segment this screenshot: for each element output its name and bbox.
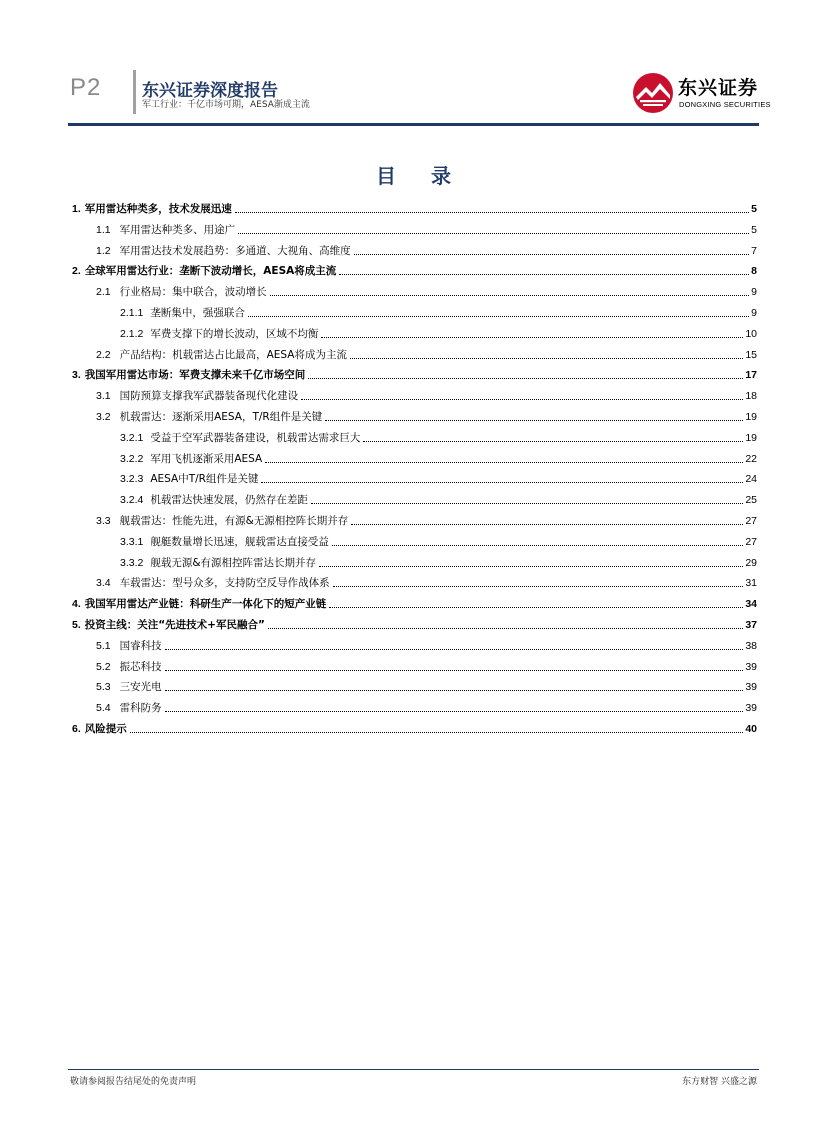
toc-entry-text: 全球军用雷达行业：垄断下波动增长，AESA将成主流 <box>84 265 337 278</box>
toc-entry-text: 车载雷达：型号众多，支持防空反导作战体系 <box>119 577 330 590</box>
toc-entry-text: 军费支撑下的增长波动，区域不均衡 <box>150 327 319 340</box>
toc-entry-number: 2. <box>72 265 81 278</box>
toc-entry-label <box>96 660 162 674</box>
toc-leader-dots <box>235 212 749 213</box>
toc-entry-text: 风险提示 <box>84 723 127 735</box>
toc-entry-label <box>96 701 162 715</box>
toc-entry[interactable] <box>72 550 757 570</box>
toc-entry[interactable] <box>72 716 757 736</box>
toc-entry-text: AESA中T/R组件是关键 <box>150 473 259 486</box>
toc-entry-label <box>120 431 360 445</box>
toc-entry-text: 机载雷达快速发展，仍然存在差距 <box>150 494 308 507</box>
toc-entry-page: 38 <box>745 639 757 652</box>
toc-entry[interactable] <box>72 612 757 632</box>
toc-entry-page: 27 <box>745 535 757 548</box>
toc-entry[interactable] <box>72 446 757 466</box>
header-rule <box>68 123 759 126</box>
toc-entry-page: 29 <box>745 556 757 569</box>
toc-entry-label <box>120 327 318 341</box>
toc-entry-page: 19 <box>745 411 757 423</box>
toc-entry-page: 10 <box>745 327 757 340</box>
toc-entry-page: 40 <box>745 723 757 735</box>
toc-entry[interactable] <box>72 217 757 237</box>
toc-entry-number: 3.2.3 <box>120 473 144 486</box>
toc-entry-page: 9 <box>751 307 757 319</box>
toc-leader-dots <box>130 732 744 733</box>
toc-entry-label <box>72 368 305 382</box>
toc-title: 目 录 <box>376 164 465 188</box>
toc-entry-number: 2.1 <box>96 286 111 299</box>
toc-entry-text: 产品结构：机载雷达占比最高，AESA将成为主流 <box>119 348 347 361</box>
toc-entry-page: 25 <box>745 494 757 507</box>
toc-entry-label <box>120 452 262 466</box>
toc-entry-text: 国睿科技 <box>119 639 162 652</box>
footer-rule <box>68 1069 759 1070</box>
toc-entry-page: 15 <box>745 348 757 361</box>
toc-entry-text: 行业格局：集中联合，波动增长 <box>119 286 267 299</box>
toc-entry-number: 3.4 <box>96 577 111 590</box>
toc-entry-text: 三安光电 <box>119 681 162 694</box>
toc-entry[interactable] <box>72 342 757 362</box>
toc-entry-label <box>96 410 322 424</box>
toc-entry[interactable] <box>72 654 757 674</box>
toc-entry-number: 1.1 <box>96 223 111 236</box>
toc-entry-text: 投资主线：关注“先进技术+军民融合” <box>84 619 265 631</box>
toc-entry-number: 3.2.2 <box>120 452 144 465</box>
toc-entry-label <box>72 618 265 632</box>
toc-leader-dots <box>321 337 743 338</box>
toc-entry-number: 5.3 <box>96 681 111 694</box>
toc-entry-number: 6. <box>72 723 81 735</box>
toc-entry-label <box>96 389 298 403</box>
toc-leader-dots <box>332 545 743 546</box>
toc-entry-label <box>72 597 326 611</box>
toc-leader-dots <box>311 503 743 504</box>
report-title: 东兴证券深度报告 <box>142 81 278 101</box>
toc-entry[interactable] <box>72 674 757 694</box>
toc-entry[interactable] <box>72 633 757 653</box>
toc-entry-page: 27 <box>745 515 757 527</box>
header-divider <box>133 70 136 114</box>
toc-entry-page: 37 <box>745 619 757 631</box>
toc-entry[interactable] <box>72 591 757 611</box>
company-logo <box>630 70 771 116</box>
toc-entry-number: 1. <box>72 203 81 215</box>
toc-entry[interactable] <box>72 404 757 424</box>
toc-entry-page: 7 <box>751 244 757 257</box>
toc-entry-label <box>96 680 162 694</box>
toc-entry-label <box>96 348 347 362</box>
toc-entry-text: 机载雷达：逐渐采用AESA，T/R组件是关键 <box>119 411 323 423</box>
toc-entry-label <box>96 285 267 299</box>
toc-entry-label <box>120 306 245 320</box>
toc-entry-label <box>72 202 232 216</box>
toc-leader-dots <box>363 441 743 442</box>
toc-leader-dots <box>165 690 744 691</box>
toc-entry-page: 5 <box>751 203 757 215</box>
toc-entry-text: 军用飞机逐渐采用AESA <box>150 452 263 465</box>
toc-entry-page: 39 <box>745 702 757 715</box>
toc-leader-dots <box>325 420 743 421</box>
toc-entry-text: 垄断集中，强强联合 <box>150 307 245 319</box>
toc-entry-label <box>120 493 308 507</box>
toc-leader-dots <box>248 316 749 317</box>
toc-entry[interactable] <box>72 508 757 528</box>
page-header <box>0 0 827 130</box>
toc-leader-dots <box>165 711 744 712</box>
toc-entry[interactable] <box>72 529 757 549</box>
toc-entry[interactable] <box>72 425 757 445</box>
toc-entry-number: 4. <box>72 598 81 611</box>
toc-entry-text: 军用雷达种类多、用途广 <box>119 223 236 236</box>
toc-entry-page: 39 <box>745 681 757 694</box>
toc-entry-number: 3.3.2 <box>120 556 144 569</box>
toc-leader-dots <box>270 295 750 296</box>
toc-entry[interactable] <box>72 321 757 341</box>
toc-entry-text: 军用雷达种类多，技术发展迅速 <box>84 203 232 215</box>
toc-entry-number: 3.2.4 <box>120 494 144 507</box>
logo-text-cn: 东兴证券 <box>678 77 759 99</box>
toc-entry-text: 舰艇数量增长迅速，舰载雷达直接受益 <box>150 535 329 548</box>
toc-entry-number: 5.2 <box>96 660 111 673</box>
logo-text-en: DONGXING SECURITIES <box>679 100 771 109</box>
footer-disclaimer: 敬请参阅报告结尾处的免责声明 <box>70 1077 197 1087</box>
toc-entry-number: 3.1 <box>96 390 111 403</box>
toc-leader-dots <box>265 462 743 463</box>
toc-entry-page: 31 <box>745 577 757 590</box>
toc-entry[interactable] <box>72 300 757 320</box>
toc-leader-dots <box>319 566 743 567</box>
toc-entry[interactable] <box>72 383 757 403</box>
toc-entry-page: 5 <box>751 223 757 236</box>
toc-entry-text: 国防预算支撑我军武器装备现代化建设 <box>119 390 299 403</box>
toc-entry-label <box>72 722 127 736</box>
toc-entry-page: 34 <box>745 598 757 611</box>
toc-leader-dots <box>329 607 743 608</box>
toc-entry-text: 振芯科技 <box>119 660 162 673</box>
dongxing-securities-logo-icon <box>630 70 676 116</box>
toc-entry-label <box>96 576 330 590</box>
toc-entry-page: 19 <box>745 431 757 444</box>
toc-entry-text: 受益于空军武器装备建设，机载雷达需求巨大 <box>150 431 361 444</box>
toc-entry-page: 9 <box>751 286 757 299</box>
toc-leader-dots <box>354 254 750 255</box>
toc-entry[interactable] <box>72 362 757 382</box>
toc-entry-page: 18 <box>745 390 757 403</box>
toc-leader-dots <box>238 233 749 234</box>
toc-entry-label <box>120 556 316 570</box>
toc-leader-dots <box>268 628 743 629</box>
toc-entry[interactable] <box>72 196 757 216</box>
toc-entry-number: 1.2 <box>96 244 111 257</box>
toc-entry[interactable] <box>72 466 757 486</box>
toc-entry-label <box>96 244 351 258</box>
toc-entry-number: 3.3.1 <box>120 535 144 548</box>
toc-entry-number: 2.1.2 <box>120 327 144 340</box>
toc-entry[interactable] <box>72 487 757 507</box>
toc-entry-label <box>96 223 235 237</box>
toc-entry-label <box>96 639 162 653</box>
toc-entry[interactable] <box>72 279 757 299</box>
toc-entry-label <box>72 264 336 278</box>
toc-entry-number: 2.1.1 <box>120 307 144 319</box>
toc-entry-page: 39 <box>745 660 757 673</box>
toc-entry-text: 雷科防务 <box>119 702 162 715</box>
toc-entry-number: 5.4 <box>96 702 111 715</box>
toc-leader-dots <box>308 378 743 379</box>
toc-entry-number: 3.2.1 <box>120 431 144 444</box>
toc-entry-page: 22 <box>745 452 757 465</box>
toc-entry-label <box>120 535 329 549</box>
toc-entry-number: 3.2 <box>96 411 111 423</box>
toc-entry-text: 我国军用雷达市场：军费支撑未来千亿市场空间 <box>84 369 306 382</box>
toc-leader-dots <box>301 399 743 400</box>
toc-entry[interactable] <box>72 238 757 258</box>
toc-entry[interactable] <box>72 695 757 715</box>
footer-slogan: 东方财智 兴盛之源 <box>682 1077 757 1087</box>
toc-entry-page: 8 <box>751 265 757 278</box>
toc-leader-dots <box>339 274 749 275</box>
toc-entry-number: 5. <box>72 619 81 631</box>
toc-entry-number: 5.1 <box>96 639 111 652</box>
toc-entry-page: 17 <box>745 369 757 382</box>
toc-leader-dots <box>165 649 744 650</box>
toc-entry-page: 24 <box>745 473 757 486</box>
toc-entry-text: 舰载雷达：性能先进，有源&无源相控阵长期并存 <box>119 515 349 527</box>
toc-entry-number: 2.2 <box>96 348 111 361</box>
toc-entry-label <box>120 472 258 486</box>
toc-entry-label <box>96 514 348 528</box>
toc-entry-number: 3.3 <box>96 515 111 527</box>
toc-leader-dots <box>165 670 744 671</box>
toc-entry[interactable] <box>72 570 757 590</box>
page-number: P2 <box>70 74 102 101</box>
toc-entry-text: 我国军用雷达产业链：科研生产一体化下的短产业链 <box>84 598 327 611</box>
toc-leader-dots <box>333 586 744 587</box>
toc-leader-dots <box>261 482 743 483</box>
toc-entry-text: 舰载无源&有源相控阵雷达长期并存 <box>150 556 317 569</box>
toc-leader-dots <box>351 524 743 525</box>
toc-entry[interactable] <box>72 258 757 278</box>
toc-entry-text: 军用雷达技术发展趋势：多通道、大视角、高维度 <box>119 244 351 257</box>
toc-entry-number: 3. <box>72 369 81 382</box>
toc-leader-dots <box>350 358 743 359</box>
report-subtitle: 军工行业：千亿市场可期，AESA渐成主流 <box>142 100 310 110</box>
